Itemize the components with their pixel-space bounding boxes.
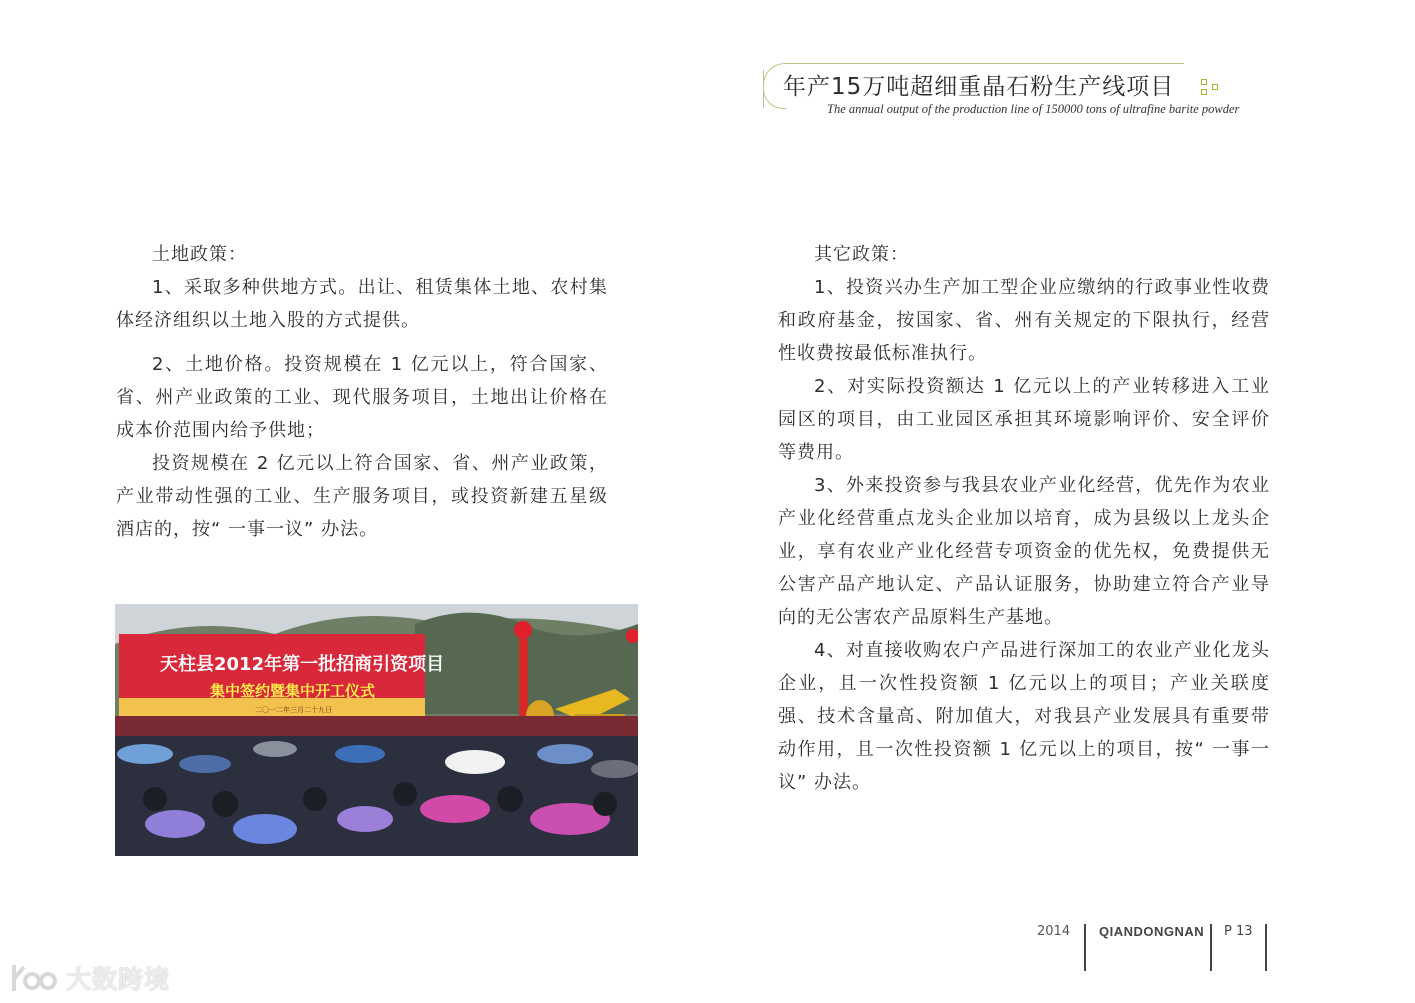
other-policy-paragraph: 4、对直接收购农户产品进行深加工的农业产业化龙头企业，且一次性投资额 1 亿元以上的项目；产业关联度强、技术含量高、附加值大，对我县产业发展具有重要带动作用，且一次性投资额 1 亿元以上的项目，按“ 一事一议” 办法。 bbox=[778, 640, 1270, 793]
squares-icon bbox=[1201, 79, 1221, 97]
land-policy-section bbox=[116, 238, 608, 546]
footer-divider bbox=[1084, 924, 1086, 971]
other-policy-paragraph: 1、投资兴办生产加工型企业应缴纳的行政事业性收费和政府基金，按国家、省、州有关规定的下限执行，经营性收费按最低标准执行。 bbox=[778, 277, 1270, 364]
page-title: 年产15万吨超细重晶石粉生产线项目 bbox=[783, 74, 1175, 100]
land-policy-paragraph: 1、采取多种供地方式。出让、租赁集体土地、农村集体经济组织以土地入股的方式提供。 bbox=[116, 277, 608, 331]
land-policy-heading: 土地政策： bbox=[152, 244, 247, 265]
other-policy-section bbox=[778, 238, 1270, 799]
banner-text-1: 天柱县2012年第一批招商引资项目 bbox=[160, 654, 445, 675]
other-policy-heading: 其它政策： bbox=[814, 244, 909, 265]
ceremony-photo-illustration bbox=[115, 604, 638, 856]
page-number: P 13 bbox=[1224, 924, 1253, 939]
other-policy-paragraph: 2、对实际投资额达 1 亿元以上的产业转移进入工业园区的项目，由工业园区承担其环境影响评价、安全评价等费用。 bbox=[778, 376, 1270, 463]
footer-year: 2014 bbox=[1037, 924, 1071, 939]
footer-magazine: QIANDONGNAN bbox=[1099, 924, 1205, 939]
footer-divider bbox=[1210, 924, 1212, 971]
land-policy-paragraph: 投资规模在 2 亿元以上符合国家、省、州产业政策，产业带动性强的工业、生产服务项目，或投资新建五星级酒店的，按“ 一事一议” 办法。 bbox=[116, 453, 608, 540]
watermark-text: 大数跨境 bbox=[66, 965, 171, 994]
page-subtitle: The annual output of the production line of 150000 tons of ultrafine barite powder bbox=[827, 102, 1240, 116]
banner-text-2: 集中签约暨集中开工仪式 bbox=[210, 682, 376, 700]
land-policy-paragraph: 2、土地价格。投资规模在 1 亿元以上，符合国家、省、州产业政策的工业、现代服务项目，土地出让价格在成本价范围内给予供地； bbox=[116, 354, 608, 441]
watermark bbox=[8, 958, 170, 998]
banner-date: 二〇一二年三月二十九日 bbox=[255, 706, 332, 714]
other-policy-paragraph: 3、外来投资参与我县农业产业化经营，优先作为农业产业化经营重点龙头企业加以培育，成为县级以上龙头企业，享有农业产业化经营专项资金的优先权，免费提供无公害产品产地认定、产品认证服务，协助建立符合产业导向的无公害农产品原料生产基地。 bbox=[778, 475, 1270, 628]
footer-divider bbox=[1265, 924, 1267, 971]
watermark-logo-icon bbox=[8, 961, 60, 995]
ceremony-photo bbox=[115, 604, 638, 856]
